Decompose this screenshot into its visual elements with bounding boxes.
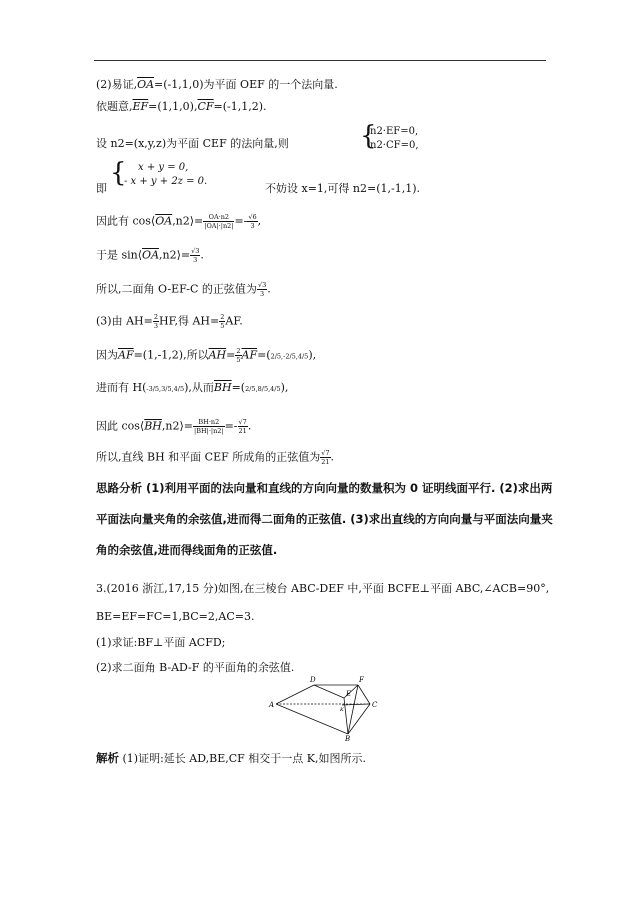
- solution-line-9: 因为$\overline{AF}=(1,-1,2)$,所以$\overline{AH}=$ $\frac{2}{5}$ $\overline{AF}=(2/5,-2/5,4/5)$,: [96, 347, 317, 364]
- solution-line-5: 因此有 $\cos⟨\overline{OA},n2⟩=$ $\frac{OA\cdot n2}{|OA|\cdot|n2|}$ =- $\frac{√6}{3}$ ,: [96, 213, 262, 230]
- solution-line-7: 所以,二面角 O-EF-C 的正弦值为 $\frac{√3}{3}$ .: [96, 281, 271, 298]
- label-F: F: [359, 676, 364, 684]
- solution-line-1: (2)易证$,\overline{OA}=(-1,1,0)$为平面 OEF 的一个法向量.: [96, 78, 338, 91]
- edge-AB: [276, 704, 348, 734]
- label-K: K: [340, 707, 344, 713]
- solution-line-2: 依题意$,\overline{EF}=(1,1,0),\overline{CF}=(-1,1,2)$.: [96, 100, 267, 113]
- label-A: A: [269, 701, 275, 709]
- edge-EB: [344, 698, 348, 734]
- solution-intro: 解析 (1)证明:延长 AD,BE,CF 相交于一点 K,如图所示.: [96, 751, 367, 765]
- label-D: D: [310, 676, 316, 684]
- system-2: x + y = 0, - x + y + 2z = 0.: [124, 162, 208, 187]
- solution-line-4: 即 不妨设 x=1,可得 n2=(1,-1,1).: [96, 182, 420, 195]
- edge-AD: [276, 685, 314, 704]
- analysis-line-3: 角的余弦值,进而得线面角的正弦值.: [96, 543, 278, 557]
- solution-label: 解析: [96, 751, 119, 765]
- label-B: B: [345, 735, 351, 742]
- frustum-figure: [262, 674, 382, 742]
- edge-DE: [314, 685, 344, 698]
- label-C: C: [372, 701, 378, 709]
- system-brace-2: {: [110, 158, 127, 188]
- problem-line-2: BE=EF=FC=1,BC=2,AC=3.: [96, 610, 255, 623]
- solution-line-10: 进而有 H(-3/5,3/5,4/5),从而$\overline{BH}=(2/5,8/5,4/5)$,: [96, 381, 289, 394]
- analysis-line-1: 思路分析 (1)利用平面的法向量和直线的方向向量的数量积为 0 证明线面平行. (2)求出两: [96, 481, 553, 495]
- edge-FC: [358, 685, 370, 704]
- solution-line-8: (3)由 AH= $\frac{2}{3}$ HF,得 AH= $\frac{2}{5}$ AF.: [96, 313, 243, 330]
- problem-line-3: (1)求证:BF⊥平面 ACFD;: [96, 636, 226, 649]
- solution-line-6: 于是 $\sin⟨\overline{OA},n2⟩=$ $\frac{√3}{3}$ .: [96, 247, 204, 264]
- analysis-line-2: 平面法向量夹角的余弦值,进而得二面角的正弦值. (3)求出直线的方向向量与平面法向量夹: [96, 512, 553, 526]
- system-1: n2·EF=0, n2·CF=0,: [370, 126, 419, 151]
- problem-line-1: 3.(2016 浙江,17,15 分)如图,在三棱台 ABC-DEF 中,平面 BCFE⊥平面 ABC,∠ACB=90°,: [96, 582, 550, 595]
- label-E: E: [346, 690, 352, 698]
- system-brace-1: {: [360, 121, 377, 151]
- solution-line-3: 设 n2=(x,y,z)为平面 CEF 的法向量,则: [96, 137, 289, 150]
- solution-line-12: 所以,直线 BH 和平面 CEF 所成角的正弦值为 $\frac{√7}{21}$ .: [96, 449, 335, 466]
- solution-line-11: 因此 $\cos⟨\overline{BH},n2⟩=$ $\frac{BH\cdot n2}{|BH|\cdot|n2|}$ =- $\frac{√7}{21}$ .: [96, 418, 252, 435]
- problem-line-4: (2)求二面角 B-AD-F 的平面角的余弦值.: [96, 661, 295, 674]
- header-rule: [94, 60, 546, 61]
